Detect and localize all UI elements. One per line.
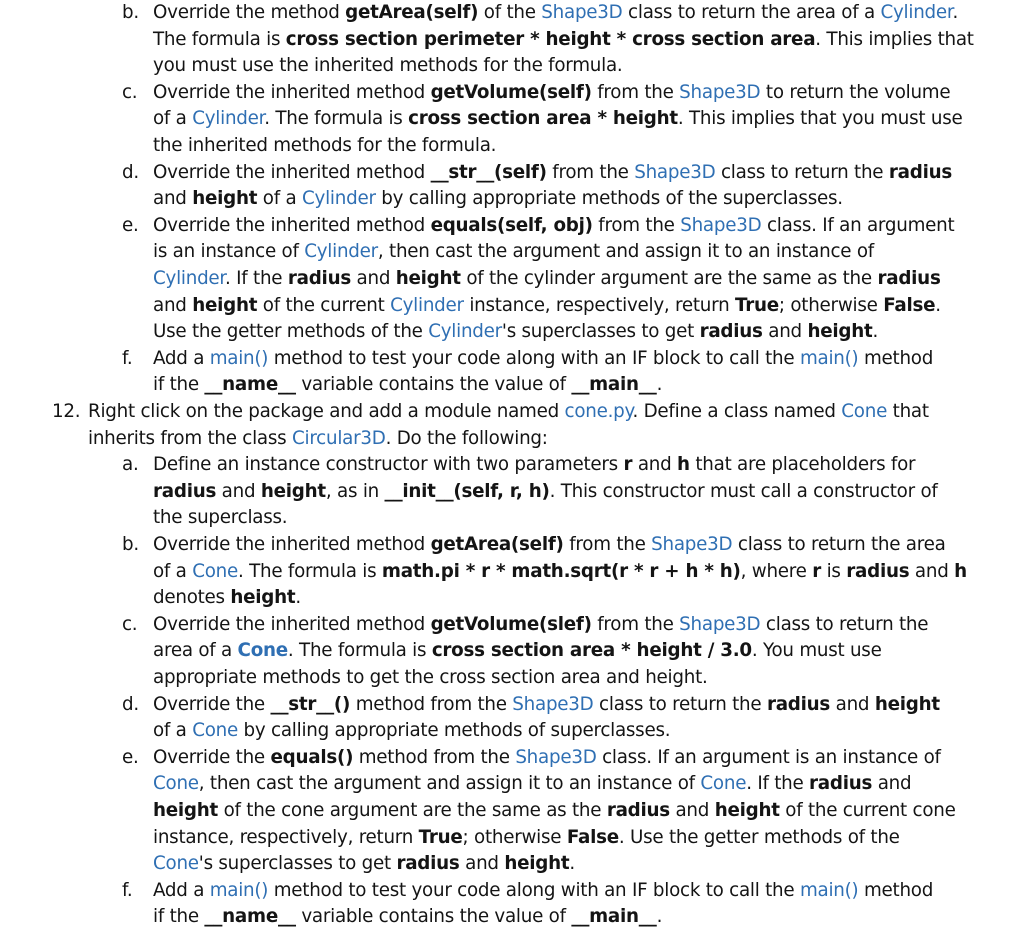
text-run: of the bbox=[478, 2, 542, 23]
line-text bbox=[153, 266, 941, 292]
text-run: Override the inherited method bbox=[153, 613, 431, 635]
bold-term: height bbox=[395, 268, 461, 289]
text-run: method bbox=[858, 347, 934, 369]
text-run: of the cylinder argument are the same as the bbox=[460, 268, 878, 289]
text-run: Override the method bbox=[153, 2, 346, 23]
bold-term: radius bbox=[877, 268, 941, 289]
line-text bbox=[153, 904, 662, 930]
highlighted-term: main() bbox=[799, 347, 859, 369]
highlighted-term: Cylinder bbox=[390, 294, 464, 316]
text-run: if the bbox=[153, 906, 205, 928]
text-run: and bbox=[909, 560, 955, 582]
text-run: and bbox=[762, 321, 808, 343]
line-text bbox=[153, 505, 287, 531]
highlighted-term: Cylinder bbox=[304, 241, 378, 263]
text-run: . bbox=[872, 321, 879, 343]
bold-term: radius bbox=[153, 480, 217, 502]
text-run: from the bbox=[591, 81, 680, 103]
text-run: by calling appropriate methods of the superclasses. bbox=[375, 188, 843, 210]
line-text bbox=[153, 293, 941, 319]
text-run: ; otherwise bbox=[778, 294, 884, 316]
line-text bbox=[153, 825, 900, 851]
text-run: if the bbox=[153, 374, 205, 396]
text-run: . Do the following: bbox=[385, 427, 548, 449]
text-run: is an instance of bbox=[153, 241, 305, 263]
text-run: class to return the area bbox=[732, 534, 946, 555]
text-run: Override the inherited method bbox=[153, 161, 431, 183]
highlighted-term: Cylinder bbox=[880, 2, 953, 23]
line-text bbox=[153, 186, 843, 212]
text-run: from the bbox=[546, 161, 635, 183]
text-run: . Use the getter methods of the bbox=[618, 826, 900, 848]
highlighted-term: Cone bbox=[153, 853, 199, 875]
line-text bbox=[153, 878, 933, 904]
bold-term: height bbox=[230, 587, 296, 609]
bold-term: height bbox=[874, 693, 940, 715]
text-run: of the current cone bbox=[779, 800, 956, 821]
bold-term: height bbox=[807, 321, 873, 343]
text-run: and bbox=[872, 773, 912, 795]
highlighted-term: main() bbox=[209, 347, 269, 369]
bold-term: getArea(self) bbox=[345, 2, 479, 23]
text-run: that are placeholders for bbox=[689, 454, 916, 476]
line-text bbox=[153, 692, 940, 718]
text-run: . The formula is bbox=[287, 640, 432, 662]
line-text bbox=[153, 372, 662, 398]
highlighted-term: Shape3D bbox=[679, 613, 761, 635]
text-run: is bbox=[821, 560, 847, 582]
list-marker: c. bbox=[122, 81, 138, 103]
bold-term: height bbox=[192, 188, 258, 210]
text-run: of the current bbox=[257, 294, 391, 316]
bold-term: __name__ bbox=[204, 906, 296, 928]
highlighted-term: main() bbox=[209, 879, 269, 901]
line-text bbox=[153, 80, 950, 106]
bold-term: radius bbox=[766, 693, 831, 715]
text-run: that bbox=[887, 401, 929, 422]
bold-term: height bbox=[714, 800, 780, 821]
text-run: Add a bbox=[153, 879, 210, 901]
highlighted-term: Cone bbox=[192, 560, 238, 582]
text-run: method bbox=[858, 879, 934, 901]
text-run: . bbox=[952, 2, 959, 23]
bold-term: r bbox=[623, 454, 633, 476]
line-text bbox=[153, 771, 911, 797]
bold-term: cross section area * height bbox=[408, 108, 678, 130]
line-text bbox=[153, 638, 882, 664]
text-run: Override the bbox=[153, 693, 271, 715]
highlighted-term: Cone bbox=[700, 773, 747, 795]
bold-term: equals(self, obj) bbox=[430, 214, 593, 236]
text-run: inherits from the class bbox=[88, 427, 292, 449]
text-run: variable contains the value of bbox=[295, 374, 572, 396]
line-text bbox=[153, 479, 938, 505]
highlighted-term: Shape3D bbox=[512, 693, 594, 715]
highlighted-term: Shape3D bbox=[634, 161, 716, 183]
text-run: . bbox=[569, 853, 575, 875]
text-run: instance, respectively, return bbox=[463, 294, 735, 316]
line-text bbox=[153, 532, 946, 558]
bold-term: __str__(self) bbox=[430, 161, 547, 183]
bold-term: radius bbox=[888, 161, 952, 183]
text-run: of the cone argument are the same as the bbox=[218, 800, 607, 821]
bold-term: getVolume(self) bbox=[430, 81, 592, 103]
line-text bbox=[153, 585, 301, 611]
text-run: method from the bbox=[350, 693, 513, 715]
line-text bbox=[153, 106, 963, 132]
line-text bbox=[153, 745, 941, 771]
bold-term: height bbox=[504, 853, 570, 875]
text-run: instance, respectively, return bbox=[153, 826, 419, 848]
text-run: method from the bbox=[353, 746, 516, 768]
bold-term: equals() bbox=[270, 746, 354, 768]
bold-term: getVolume(slef) bbox=[430, 613, 592, 635]
text-run: and bbox=[669, 800, 715, 821]
bold-term: cross section area * height / 3.0 bbox=[431, 640, 752, 662]
text-run: and bbox=[216, 480, 261, 502]
text-run: . The formula is bbox=[238, 560, 382, 582]
list-marker: 12. bbox=[52, 401, 81, 422]
highlighted-term: Cone bbox=[841, 401, 888, 422]
line-text bbox=[153, 665, 708, 691]
line-text bbox=[153, 718, 670, 744]
text-run: denotes bbox=[153, 587, 231, 609]
line-text bbox=[153, 319, 878, 345]
highlighted-term: cone.py bbox=[564, 401, 633, 422]
bold-term: True bbox=[418, 826, 463, 848]
highlighted-term: Cylinder bbox=[428, 321, 502, 343]
list-marker: d. bbox=[122, 161, 139, 183]
bold-term: h bbox=[677, 454, 690, 476]
text-run: class. If an argument bbox=[761, 214, 955, 236]
text-run: , then cast the argument and assign it to an instance of bbox=[377, 241, 874, 263]
highlighted-term: Shape3D bbox=[680, 214, 762, 236]
text-run: , where bbox=[740, 560, 813, 582]
bold-term: __str__() bbox=[270, 693, 351, 715]
line-text bbox=[153, 612, 928, 638]
line-text bbox=[153, 27, 974, 53]
list-marker: d. bbox=[122, 693, 139, 715]
line-text bbox=[153, 133, 496, 159]
highlighted-term: Shape3D bbox=[515, 746, 597, 768]
bold-term: radius bbox=[606, 800, 670, 821]
bold-term: height bbox=[260, 480, 326, 502]
bold-term: height bbox=[153, 800, 219, 821]
line-text bbox=[153, 346, 933, 372]
text-run: from the bbox=[563, 534, 652, 555]
line-text bbox=[153, 798, 956, 824]
bold-term: h bbox=[954, 560, 967, 582]
highlighted-term: Circular3D bbox=[291, 427, 386, 449]
line-text bbox=[153, 851, 575, 877]
highlighted-term: Shape3D bbox=[541, 2, 623, 23]
text-run: . This implies that bbox=[815, 28, 974, 50]
highlighted-term: Cone bbox=[153, 773, 199, 795]
text-run: and bbox=[459, 853, 505, 875]
text-run: of a bbox=[257, 188, 303, 210]
bold-term: False bbox=[883, 294, 936, 316]
text-run: . The formula is bbox=[264, 108, 409, 130]
text-run: . You must use bbox=[751, 640, 882, 662]
bold-term: radius bbox=[699, 321, 763, 343]
text-run: class to return the bbox=[715, 161, 889, 183]
text-run: and bbox=[350, 268, 396, 289]
bold-term: height bbox=[192, 294, 258, 316]
text-run: ; otherwise bbox=[462, 826, 567, 848]
text-run: 's superclasses to get bbox=[198, 853, 397, 875]
bold-term: __init__(self, r, h) bbox=[384, 480, 550, 502]
line-text bbox=[153, 160, 952, 186]
text-run: Add a bbox=[153, 347, 210, 369]
text-run: and bbox=[153, 294, 193, 316]
text-run: method to test your code along with an IF block to call the bbox=[268, 879, 800, 901]
list-marker: a. bbox=[122, 454, 139, 476]
text-run: the inherited methods for the formula. bbox=[153, 135, 497, 156]
highlighted-term: Cone bbox=[192, 720, 238, 742]
line-text bbox=[88, 426, 548, 452]
highlighted-term: Cylinder bbox=[192, 108, 265, 130]
text-run: class to return the bbox=[760, 613, 929, 635]
text-run: variable contains the value of bbox=[295, 906, 572, 928]
text-run: from the bbox=[592, 214, 681, 236]
list-marker: c. bbox=[122, 613, 138, 635]
text-run: Use the getter methods of the bbox=[153, 321, 429, 343]
highlighted-term: Shape3D bbox=[651, 534, 733, 555]
line-text bbox=[153, 0, 958, 26]
text-run: . This constructor must call a constructor of bbox=[549, 480, 938, 502]
text-run: of a bbox=[153, 560, 193, 582]
bold-term: __main__ bbox=[571, 374, 657, 396]
text-run: Override the bbox=[153, 746, 271, 768]
highlighted-term: Cone bbox=[237, 640, 288, 662]
highlighted-term: Shape3D bbox=[679, 81, 761, 103]
bold-term: __name__ bbox=[204, 374, 296, 396]
line-text bbox=[153, 53, 622, 79]
text-run: , as in bbox=[325, 480, 385, 502]
text-run: . If the bbox=[746, 773, 810, 795]
text-run: Override the inherited method bbox=[153, 81, 431, 103]
bold-term: radius bbox=[809, 773, 873, 795]
text-run: of a bbox=[153, 108, 193, 130]
list-marker: e. bbox=[122, 746, 139, 768]
bold-term: __main__ bbox=[571, 906, 657, 928]
text-run: you must use the inherited methods for the formula. bbox=[153, 55, 623, 77]
bold-term: False bbox=[566, 826, 619, 848]
text-run: by calling appropriate methods of superclasses. bbox=[238, 720, 671, 742]
list-marker: b. bbox=[122, 2, 139, 23]
text-run: Define an instance constructor with two parameters bbox=[153, 454, 624, 476]
text-run: class to return the bbox=[593, 693, 767, 715]
bold-term: cross section perimeter * height * cross section area bbox=[285, 28, 816, 50]
bold-term: radius bbox=[846, 560, 910, 582]
line-text bbox=[153, 239, 874, 265]
text-run: area of a bbox=[153, 640, 238, 662]
list-marker: b. bbox=[122, 534, 139, 555]
line-text bbox=[88, 399, 929, 425]
highlighted-term: Cylinder bbox=[302, 188, 376, 210]
text-run: and bbox=[632, 454, 678, 476]
text-run: Override the inherited method bbox=[153, 534, 431, 555]
text-run: . This implies that you must use bbox=[677, 108, 963, 130]
text-run: Override the inherited method bbox=[153, 214, 431, 236]
text-run: . bbox=[295, 587, 301, 609]
bold-term: math.pi * r * math.sqrt(r * r + h * h) bbox=[381, 560, 741, 582]
highlighted-term: Cylinder bbox=[153, 268, 226, 289]
text-run: class to return the area of a bbox=[622, 2, 881, 23]
bold-term: radius bbox=[396, 853, 460, 875]
list-marker: e. bbox=[122, 214, 139, 236]
line-text bbox=[153, 452, 915, 478]
text-run: Right click on the package and add a module named bbox=[88, 401, 565, 422]
text-run: and bbox=[153, 188, 193, 210]
text-run: 's superclasses to get bbox=[501, 321, 700, 343]
bold-term: getArea(self) bbox=[430, 534, 564, 555]
text-run: . Define a class named bbox=[632, 401, 842, 422]
text-run: . bbox=[656, 906, 663, 928]
bold-term: r bbox=[812, 560, 822, 582]
list-marker: f. bbox=[122, 879, 133, 901]
text-run: appropriate methods to get the cross section area and height. bbox=[153, 667, 708, 688]
highlighted-term: main() bbox=[799, 879, 859, 901]
text-run: of a bbox=[153, 720, 193, 742]
text-run: The formula is bbox=[153, 28, 286, 50]
bold-term: radius bbox=[287, 268, 351, 289]
line-text bbox=[153, 213, 954, 239]
text-run: . If the bbox=[225, 268, 288, 289]
text-run: . bbox=[656, 374, 663, 396]
text-run: class. If an argument is an instance of bbox=[596, 746, 941, 768]
text-run: to return the volume bbox=[760, 81, 951, 103]
bold-term: True bbox=[735, 294, 779, 316]
list-marker: f. bbox=[122, 347, 133, 369]
line-text bbox=[153, 559, 967, 585]
text-run: from the bbox=[591, 613, 680, 635]
text-run: the superclass. bbox=[153, 507, 288, 529]
text-run: method to test your code along with an IF block to call the bbox=[268, 347, 800, 369]
text-run: , then cast the argument and assign it to an instance of bbox=[198, 773, 701, 795]
text-run: and bbox=[830, 693, 875, 715]
text-run: . bbox=[935, 294, 941, 316]
